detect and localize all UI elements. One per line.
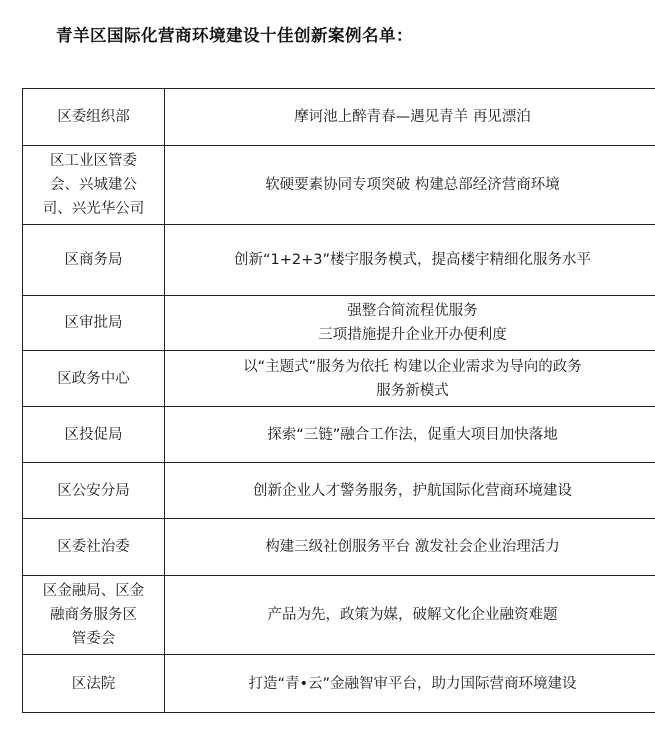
case-text: 强整合简流程优服务 xyxy=(347,303,478,319)
case-cell xyxy=(165,576,655,655)
case-cell xyxy=(165,655,655,713)
case-text: 探索“三链”融合工作法，促重大项目加快落地 xyxy=(267,426,558,443)
unit-text: 区政务中心 xyxy=(57,370,130,387)
table-row xyxy=(23,463,655,519)
unit-text: 司、兴光华公司 xyxy=(42,201,145,217)
case-cell xyxy=(165,463,655,519)
table-row xyxy=(23,225,655,296)
table-row xyxy=(23,407,655,463)
case-cell xyxy=(165,296,655,351)
unit-text: 区工业区管委 xyxy=(50,153,137,169)
case-text: 打造“青•云”金融智审平台，助力国际营商环境建设 xyxy=(248,675,577,692)
case-cell xyxy=(165,146,655,225)
unit-text: 区委组织部 xyxy=(57,109,130,125)
unit-cell xyxy=(23,89,165,146)
cases-table xyxy=(22,88,655,713)
case-cell xyxy=(165,89,655,146)
case-cell xyxy=(165,225,655,296)
table-row xyxy=(23,146,655,225)
unit-cell xyxy=(23,146,165,225)
table-row xyxy=(23,576,655,655)
unit-cell xyxy=(23,351,165,407)
case-text: 创新“1+2+3”楼宇服务模式，提高楼宇精细化服务水平 xyxy=(234,252,591,268)
unit-text: 区投促局 xyxy=(64,426,123,443)
unit-text: 会、兴城建公 xyxy=(50,177,137,193)
case-cell xyxy=(165,519,655,576)
case-cell xyxy=(165,351,655,407)
table-row xyxy=(23,351,655,407)
case-text: 构建三级社创服务平台 激发社会企业治理活力 xyxy=(265,539,560,555)
unit-text: 区委社治委 xyxy=(57,539,130,555)
unit-text: 区金融局、区金 xyxy=(42,583,145,599)
unit-text: 区商务局 xyxy=(64,252,123,268)
unit-text: 区法院 xyxy=(71,675,116,692)
unit-cell xyxy=(23,576,165,655)
case-text: 以“主题式”服务为依托 构建以企业需求为导向的政务 xyxy=(243,358,582,375)
case-text: 产品为先，政策为媒，破解文化企业融资难题 xyxy=(267,607,558,623)
case-text: 创新企业人才警务服务，护航国际化营商环境建设 xyxy=(253,482,572,499)
table-row xyxy=(23,655,655,713)
case-text: 摩诃池上醉青春—遇见青羊 再见漂泊 xyxy=(294,109,531,125)
unit-cell xyxy=(23,655,165,713)
table-row xyxy=(23,89,655,146)
unit-cell xyxy=(23,296,165,351)
table-row xyxy=(23,519,655,576)
case-text: 软硬要素协同专项突破 构建总部经济营商环境 xyxy=(265,177,560,193)
unit-text: 区公安分局 xyxy=(57,482,130,499)
unit-text: 融商务服务区 xyxy=(50,607,137,623)
case-text: 三项措施提升企业开办便利度 xyxy=(318,327,507,343)
unit-cell xyxy=(23,407,165,463)
document-title: 青羊区国际化营商环境建设十佳创新案例名单： xyxy=(56,26,413,45)
table-row xyxy=(23,296,655,351)
unit-cell xyxy=(23,225,165,296)
unit-text: 区审批局 xyxy=(64,315,123,331)
unit-text: 管委会 xyxy=(71,631,116,647)
case-cell xyxy=(165,407,655,463)
case-text: 服务新模式 xyxy=(376,382,449,399)
unit-cell xyxy=(23,519,165,576)
unit-cell xyxy=(23,463,165,519)
